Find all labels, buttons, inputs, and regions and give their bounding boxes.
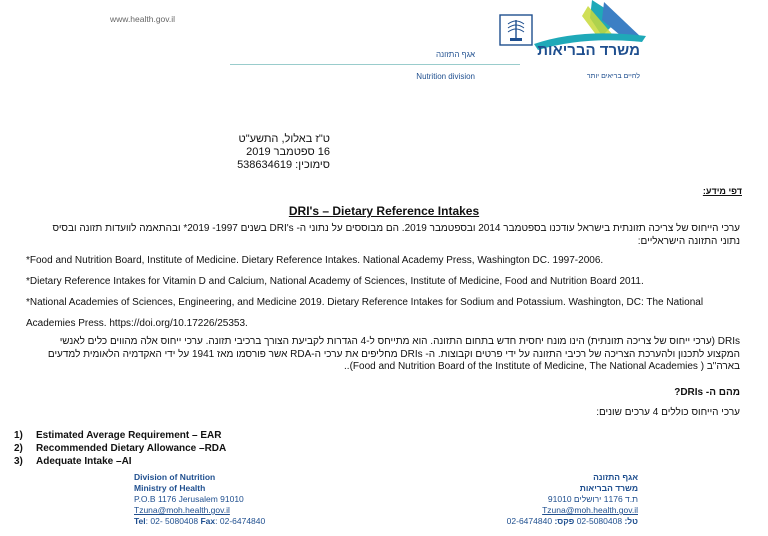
tel-value-he: 02-5080408 bbox=[574, 516, 625, 526]
list-text: Recommended Dietary Allowance –RDA bbox=[36, 443, 227, 454]
footer-ministry: Ministry of Health bbox=[134, 483, 206, 493]
reference-3-cont: Academies Press. https://doi.org/10.17226/25353. bbox=[26, 318, 248, 329]
tel-label: Tel bbox=[134, 516, 146, 526]
list-number: 3) bbox=[14, 456, 23, 467]
hebrew-date: ט"ז באלול, התשע"ט bbox=[238, 133, 330, 145]
state-emblem-icon bbox=[498, 14, 534, 46]
list-number: 2) bbox=[14, 443, 23, 454]
date-block bbox=[190, 133, 330, 172]
logo-tagline: לחיים בריאים יותר bbox=[586, 73, 640, 80]
list-item bbox=[14, 442, 226, 455]
tel-label-he: טל: bbox=[624, 516, 638, 526]
reference-1: *Food and Nutrition Board, Institute of Medicine. Dietary Reference Intakes. National Academy Press, Washington DC. 1997-2006. bbox=[26, 255, 604, 266]
division-name-en: Nutrition division bbox=[416, 72, 475, 81]
footer-english bbox=[134, 472, 265, 527]
footer-email-link-he[interactable]: Tzuna@moh.health.gov.il bbox=[542, 505, 638, 515]
footer-hebrew bbox=[438, 472, 638, 527]
logo-text: משרד הבריאות bbox=[537, 42, 640, 59]
tel-value: : 02- 5080408 bbox=[145, 516, 201, 526]
division-name-he: אגף התזונה bbox=[435, 50, 475, 59]
fax-value: : 02-6474840 bbox=[215, 516, 266, 526]
info-tag: דפי מידע: bbox=[702, 186, 742, 196]
section-question: מהם ה- DRIs? bbox=[674, 387, 740, 398]
footer-address-he: ת.ד 1176 ירושלים 91010 bbox=[547, 494, 638, 504]
reference-number: סימוכין: 538634619 bbox=[237, 159, 330, 171]
footer-phone-he bbox=[438, 516, 638, 527]
intro-paragraph: ערכי הייחוס של צריכה תזונתית בישראל עודכנו בספטמבר 2014 ובספטמבר 2019. הם מבוססים על נתוני ה- DRI's בשנים 1997- 2019* ובהתאמה לוועדות תזונה ובסיס נתוני התזונה הישראליים: bbox=[52, 223, 740, 247]
dris-paragraph: DRIs (ערכי ייחוס של צריכה תזונתית) הינו מונח יחסית חדש בתחום התזונה. הוא מתייחס ל-4 הגדרות לקביעת הצורך ברכיבי תזונה. ערכי ייחוס אלה מהווים כלים לאנשי המקצוע לתכנון ולהערכת הצריכה של רכיבי התזונה על ידי פרטים וקבוצות. ה- DRIs מחליפים את ערכי ה-RDA אשר פורסמו מאז 1941 על ידי האקדמיה הלאומית למדעים בארה"ב ( Food and Nutrition Board of the Institute of Medicine, The National Academies).. bbox=[47, 336, 740, 372]
fax-label: Fax bbox=[200, 516, 216, 526]
ministry-logo-mark-icon bbox=[530, 0, 650, 82]
division-banner bbox=[230, 44, 520, 86]
header-url: www.health.gov.il bbox=[110, 14, 176, 24]
footer-division-he: אגף התזונה bbox=[593, 472, 638, 482]
document-title: DRI's – Dietary Reference Intakes bbox=[288, 204, 480, 218]
footer-division: Division of Nutrition bbox=[134, 472, 216, 482]
list-number: 1) bbox=[14, 430, 23, 441]
list-item bbox=[14, 455, 226, 468]
gregorian-date: 16 ספטמבר 2019 bbox=[246, 146, 330, 158]
values-list bbox=[14, 429, 226, 468]
values-intro: ערכי הייחוס כוללים 4 ערכים שונים: bbox=[596, 407, 740, 418]
banner-rule bbox=[230, 64, 520, 65]
list-item bbox=[14, 429, 226, 442]
ministry-logo bbox=[530, 0, 650, 82]
reference-3: *National Academies of Sciences, Engineering, and Medicine 2019. Dietary Reference Intakes for Sodium and Potassium. Washington, DC: The National bbox=[26, 297, 704, 308]
footer-email-link[interactable]: Tzuna@moh.health.gov.il bbox=[134, 505, 230, 515]
footer-ministry-he: משרד הבריאות bbox=[579, 483, 638, 493]
footer-phone bbox=[134, 516, 265, 527]
list-text: Adequate Intake –AI bbox=[36, 456, 132, 467]
fax-label-he: פקס: bbox=[554, 516, 575, 526]
footer-address: P.O.B 1176 Jerusalem 91010 bbox=[134, 494, 244, 504]
reference-2: *Dietary Reference Intakes for Vitamin D and Calcium, National Academy of Sciences, Institute of Medicine, Food and Nutrition Board 2011. bbox=[26, 276, 644, 287]
fax-value-he: 02-6474840 bbox=[506, 516, 555, 526]
list-text: Estimated Average Requirement – EAR bbox=[36, 430, 222, 441]
